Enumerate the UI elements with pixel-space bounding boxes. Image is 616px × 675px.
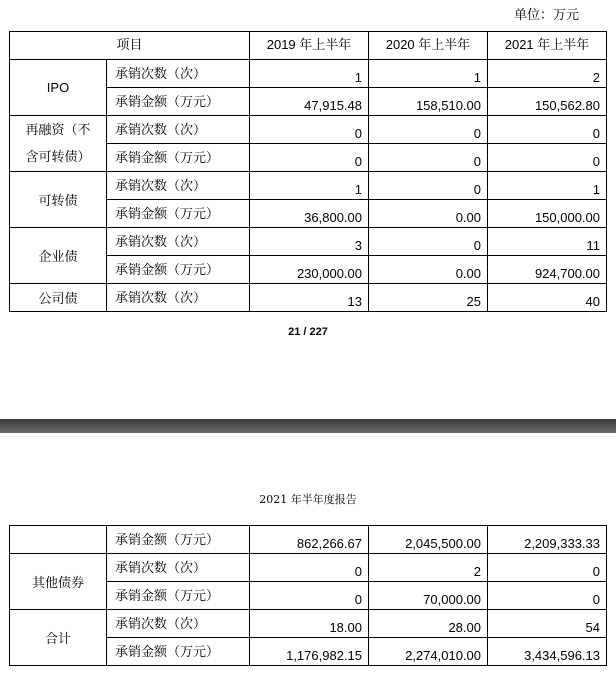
underwriting-table-part1 xyxy=(9,31,607,312)
cell-corporate-count-2020: 25 xyxy=(369,284,488,312)
group-enterprise: 企业债 xyxy=(10,228,107,284)
cell-convertible-amount-2021: 150,000.00 xyxy=(488,200,607,228)
group-other-bonds: 其他债券 xyxy=(10,554,107,610)
cell-other-amount-2019: 0 xyxy=(250,582,369,610)
table-row xyxy=(10,60,607,88)
cell-other-amount-2021: 0 xyxy=(488,582,607,610)
cell-enterprise-amount-2020: 0.00 xyxy=(369,256,488,284)
unit-label: 单位：万元 xyxy=(514,8,580,23)
cell-convertible-count-2021: 1 xyxy=(488,172,607,200)
cell-total-amount-2021: 3,434,596.13 xyxy=(488,638,607,666)
header-2021: 2021 年上半年 xyxy=(488,32,607,60)
cell-refinance-count-2019: 0 xyxy=(250,116,369,144)
cell-total-amount-2019: 1,176,982.15 xyxy=(250,638,369,666)
cell-refinance-amount-2019: 0 xyxy=(250,144,369,172)
row-label-amount: 承销金额（万元） xyxy=(107,256,250,284)
header-item: 项目 xyxy=(10,32,250,60)
cell-ipo-count-2021: 2 xyxy=(488,60,607,88)
table-header-row xyxy=(10,32,607,60)
header-2019: 2019 年上半年 xyxy=(250,32,369,60)
cell-convertible-amount-2020: 0.00 xyxy=(369,200,488,228)
row-label-count: 承销次数（次） xyxy=(107,116,250,144)
group-convertible: 可转债 xyxy=(10,172,107,228)
cell-refinance-count-2020: 0 xyxy=(369,116,488,144)
cell-ipo-count-2019: 1 xyxy=(250,60,369,88)
cell-enterprise-count-2019: 3 xyxy=(250,228,369,256)
row-label-amount: 承销金额（万元） xyxy=(107,88,250,116)
table-row xyxy=(10,228,607,256)
row-label-count: 承销次数（次） xyxy=(107,60,250,88)
header-2020: 2020 年上半年 xyxy=(369,32,488,60)
cell-enterprise-amount-2019: 230,000.00 xyxy=(250,256,369,284)
cell-other-count-2020: 2 xyxy=(369,554,488,582)
cell-enterprise-amount-2021: 924,700.00 xyxy=(488,256,607,284)
table-row xyxy=(10,610,607,638)
row-label-amount: 承销金额（万元） xyxy=(107,582,250,610)
table-row xyxy=(10,526,607,554)
row-label-count: 承销次数（次） xyxy=(107,554,250,582)
page-break-divider xyxy=(0,419,616,433)
cell-corporate-amount-2019: 862,266.67 xyxy=(250,526,369,554)
row-label-amount: 承销金额（万元） xyxy=(107,638,250,666)
cell-ipo-amount-2019: 47,915.48 xyxy=(250,88,369,116)
cell-total-count-2020: 28.00 xyxy=(369,610,488,638)
group-corporate: 公司债 xyxy=(10,284,107,312)
cell-enterprise-count-2021: 11 xyxy=(488,228,607,256)
cell-total-count-2019: 18.00 xyxy=(250,610,369,638)
row-label-count: 承销次数（次） xyxy=(107,284,250,312)
cell-total-count-2021: 54 xyxy=(488,610,607,638)
cell-total-amount-2020: 2,274,010.00 xyxy=(369,638,488,666)
cell-corporate-amount-2020: 2,045,500.00 xyxy=(369,526,488,554)
table-row xyxy=(10,172,607,200)
cell-refinance-amount-2021: 0 xyxy=(488,144,607,172)
cell-other-count-2019: 0 xyxy=(250,554,369,582)
group-corporate-continued xyxy=(10,526,107,554)
cell-other-amount-2020: 70,000.00 xyxy=(369,582,488,610)
cell-corporate-amount-2021: 2,209,333.33 xyxy=(488,526,607,554)
page-number: 21 / 227 xyxy=(288,326,328,338)
report-header-title: 2021 年半年度报告 xyxy=(259,493,357,506)
cell-convertible-count-2020: 0 xyxy=(369,172,488,200)
cell-ipo-amount-2020: 158,510.00 xyxy=(369,88,488,116)
row-label-amount: 承销金额（万元） xyxy=(107,200,250,228)
table-row xyxy=(10,284,607,312)
cell-corporate-count-2019: 13 xyxy=(250,284,369,312)
group-refinance: 再融资（不 含可转债） xyxy=(10,116,107,172)
table-row xyxy=(10,554,607,582)
cell-ipo-amount-2021: 150,562.80 xyxy=(488,88,607,116)
cell-corporate-count-2021: 40 xyxy=(488,284,607,312)
row-label-amount: 承销金额（万元） xyxy=(107,144,250,172)
cell-refinance-amount-2020: 0 xyxy=(369,144,488,172)
row-label-count: 承销次数（次） xyxy=(107,228,250,256)
row-label-count: 承销次数（次） xyxy=(107,610,250,638)
cell-enterprise-count-2020: 0 xyxy=(369,228,488,256)
cell-refinance-count-2021: 0 xyxy=(488,116,607,144)
group-total: 合计 xyxy=(10,610,107,666)
table-row xyxy=(10,116,607,144)
cell-convertible-amount-2019: 36,800.00 xyxy=(250,200,369,228)
row-label-count: 承销次数（次） xyxy=(107,172,250,200)
cell-other-count-2021: 0 xyxy=(488,554,607,582)
cell-convertible-count-2019: 1 xyxy=(250,172,369,200)
row-label-amount: 承销金额（万元） xyxy=(107,526,250,554)
underwriting-table-part2 xyxy=(9,525,607,666)
cell-ipo-count-2020: 1 xyxy=(369,60,488,88)
group-ipo: IPO xyxy=(10,60,107,116)
